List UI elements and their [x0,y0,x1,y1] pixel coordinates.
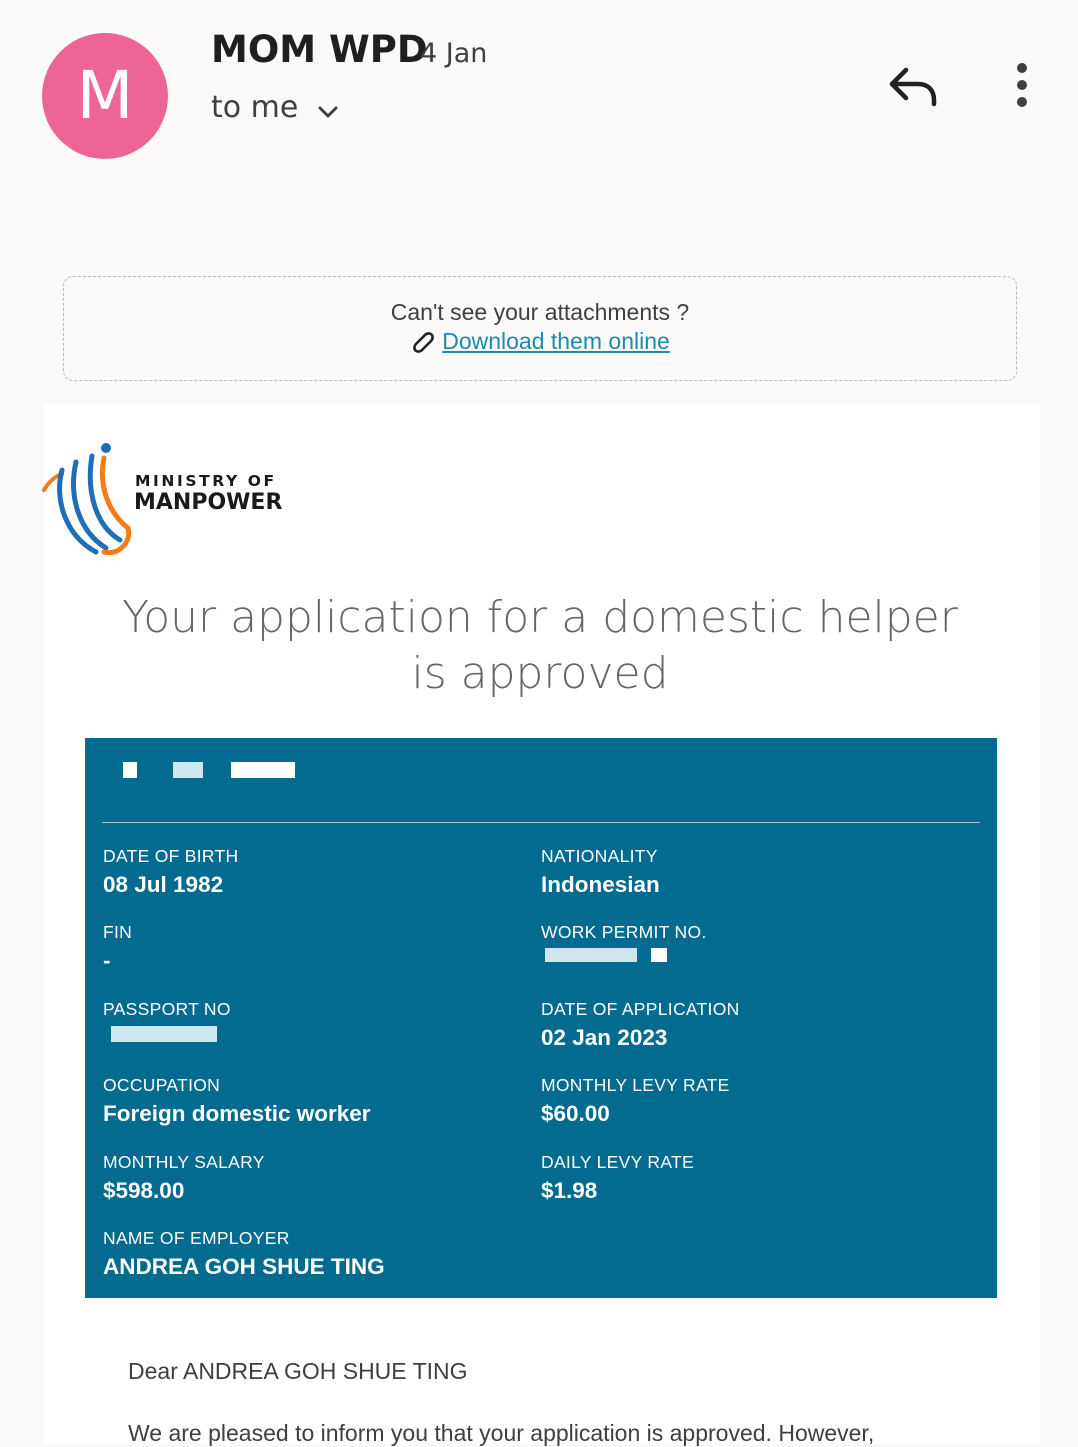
value-fin: - [103,948,111,973]
label-passport-no: PASSPORT NO [103,999,231,1019]
redacted-worker-name [123,762,137,778]
value-occupation: Foreign domestic worker [103,1101,371,1126]
label-name-of-employer: NAME OF EMPLOYER [103,1228,290,1248]
mom-logo-icon [40,440,135,560]
attachment-notice [63,276,1017,381]
approval-headline: Your application for a domestic helper is approved [122,592,958,699]
label-monthly-salary: MONTHLY SALARY [103,1152,265,1172]
label-date-of-birth: DATE OF BIRTH [103,846,239,866]
download-online-link[interactable]: Download them online [442,328,670,354]
logo-text-manpower: MANPOWER [134,490,283,515]
redacted-worker-name-part [231,762,295,778]
logo-text-ministry: MINISTRY OF [135,472,277,490]
redacted-worker-name-part [173,762,203,778]
value-date-of-application: 02 Jan 2023 [541,1025,668,1050]
attachment-question: Can't see your attachments ? [390,299,690,325]
redacted-work-permit-no [545,948,637,962]
value-monthly-salary: $598.00 [103,1178,185,1203]
label-nationality: NATIONALITY [541,846,658,866]
panel-divider [102,822,980,823]
attachment-link-row [64,328,1016,355]
value-nationality: Indonesian [541,872,660,897]
application-details-panel [85,738,997,1298]
email-date: 4 Jan [420,38,488,69]
label-fin: FIN [103,922,133,942]
sender-avatar[interactable]: M [42,33,168,159]
redacted-passport-no [111,1026,217,1042]
label-work-permit-no: WORK PERMIT NO. [541,922,707,942]
value-monthly-levy-rate: $60.00 [541,1101,610,1126]
value-name-of-employer: ANDREA GOH SHUE TING [103,1254,385,1279]
value-daily-levy-rate: $1.98 [541,1178,598,1203]
redacted-work-permit-no-part [651,948,667,962]
value-date-of-birth: 08 Jul 1982 [103,872,224,897]
label-occupation: OCCUPATION [103,1075,221,1095]
letter-body-line: We are pleased to inform you that your application is approved. However, [128,1420,875,1446]
label-daily-levy-rate: DAILY LEVY RATE [541,1152,694,1172]
paperclip-icon [410,329,436,355]
label-monthly-levy-rate: MONTHLY LEVY RATE [541,1075,730,1095]
recipient-label[interactable]: to me [211,90,299,125]
letter-greeting: Dear ANDREA GOH SHUE TING [128,1358,468,1384]
label-date-of-application: DATE OF APPLICATION [541,999,740,1019]
reply-icon[interactable] [884,60,940,112]
more-vert-icon[interactable] [1004,60,1040,110]
sender-name: MOM WPD [211,28,428,71]
chevron-down-icon[interactable] [314,98,342,126]
